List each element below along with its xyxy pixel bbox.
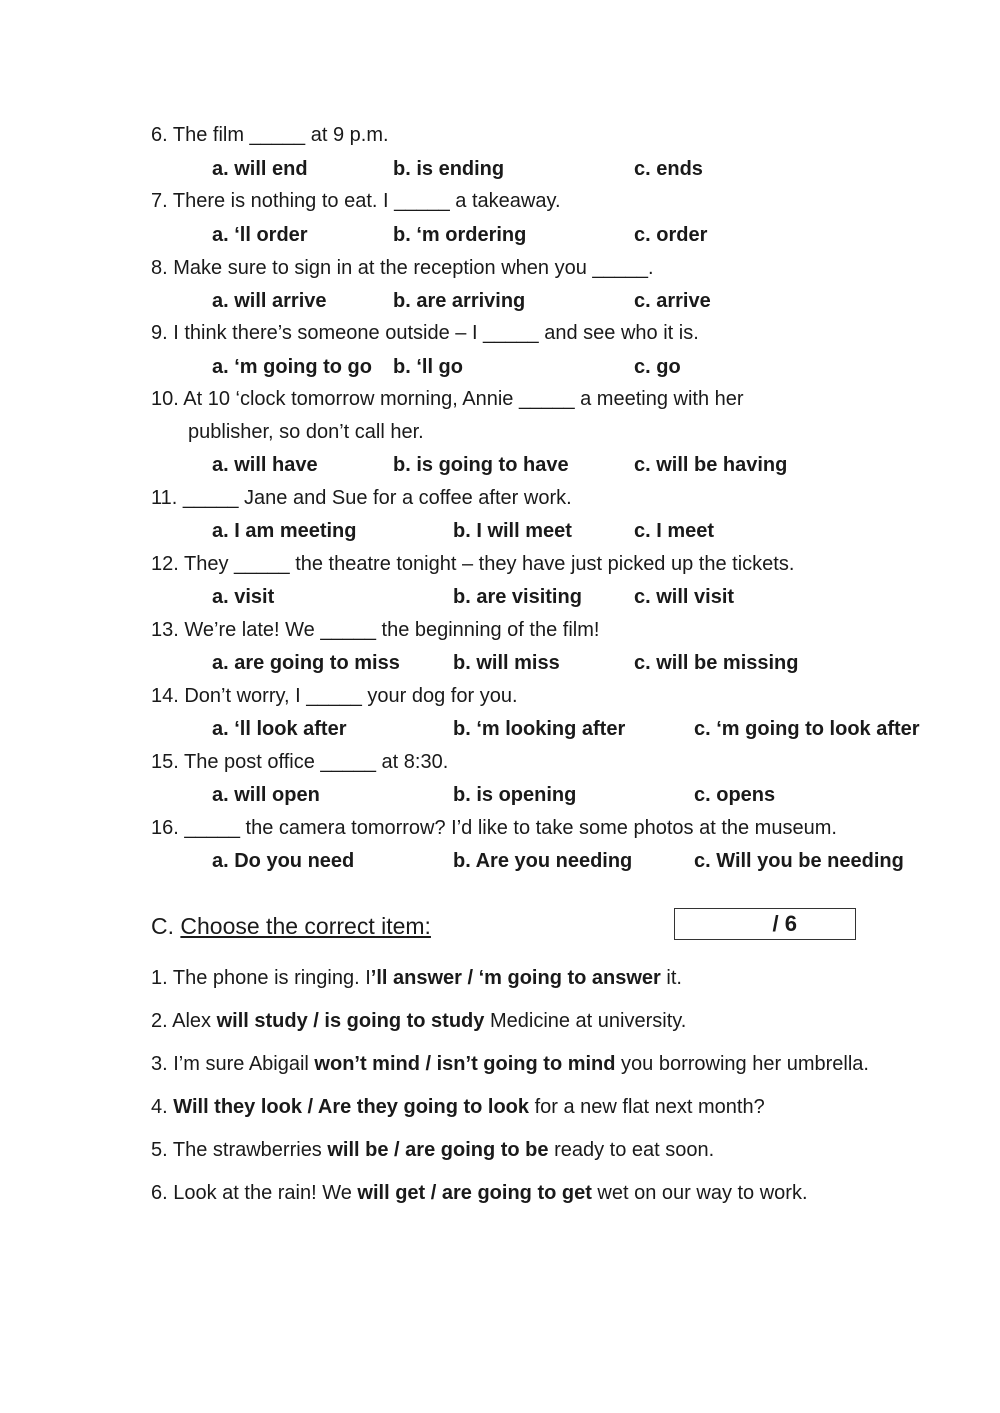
item-text: you borrowing her umbrella. xyxy=(615,1053,869,1075)
question-text: 10. At 10 ‘clock tomorrow morning, Annie _____ a meeting with her xyxy=(151,388,744,410)
question-text-continued: publisher, so don’t call her. xyxy=(188,421,424,443)
item-text: 4. xyxy=(151,1096,174,1118)
question-text: 16. _____ the camera tomorrow? I’d like to take some photos at the museum. xyxy=(151,817,837,839)
option-b: b. Are you needing xyxy=(453,850,633,872)
item-text: 6. Look at the rain! We xyxy=(151,1182,358,1204)
section-letter: C. xyxy=(151,913,174,939)
option-c: c. arrive xyxy=(634,290,711,312)
question-text: 11. _____ Jane and Sue for a coffee after work. xyxy=(151,487,572,509)
option-a: a. will have xyxy=(212,454,318,476)
option-b: b. is opening xyxy=(453,784,577,806)
question-text: 7. There is nothing to eat. I _____ a takeaway. xyxy=(151,190,561,212)
item-text: 3. I’m sure Abigail xyxy=(151,1053,315,1075)
option-c: c. opens xyxy=(694,784,776,806)
option-a: a. are going to miss xyxy=(212,652,400,674)
choice-item xyxy=(151,1095,765,1119)
option-a: a. will end xyxy=(212,158,308,180)
section-c-heading xyxy=(151,912,431,940)
item-choices: will get / are going to get xyxy=(357,1182,592,1204)
option-a: a. visit xyxy=(212,586,275,608)
choice-item xyxy=(151,1052,869,1076)
item-choices: will study / is going to study xyxy=(216,1010,485,1032)
item-choices: ’ll answer / ‘m going to answer xyxy=(370,967,661,989)
section-title: Choose the correct item: xyxy=(180,913,431,939)
option-a: a. will open xyxy=(212,784,320,806)
option-c: c. Will you be needing xyxy=(694,850,904,872)
option-c: c. ‘m going to look after xyxy=(694,718,920,740)
choice-item xyxy=(151,966,682,990)
option-c: c. ends xyxy=(634,158,703,180)
question-text: 15. The post office _____ at 8:30. xyxy=(151,751,449,773)
option-a: a. ‘ll order xyxy=(212,224,308,246)
item-choices: won’t mind / isn’t going to mind xyxy=(314,1053,616,1075)
option-b: b. ‘m looking after xyxy=(453,718,626,740)
option-c: c. will be having xyxy=(634,454,788,476)
option-c: c. will visit xyxy=(634,586,735,608)
option-b: b. I will meet xyxy=(453,520,572,542)
score-box: / 6 xyxy=(674,908,856,940)
option-c: c. go xyxy=(634,356,681,378)
item-text: wet on our way to work. xyxy=(591,1182,808,1204)
option-c: c. I meet xyxy=(634,520,715,542)
item-choices: will be / are going to be xyxy=(327,1139,549,1161)
question-text: 14. Don’t worry, I _____ your dog for you. xyxy=(151,685,518,707)
item-text: 1. The phone is ringing. I xyxy=(151,967,371,989)
option-b: b. is ending xyxy=(393,158,505,180)
option-c: c. order xyxy=(634,224,708,246)
option-c: c. will be missing xyxy=(634,652,799,674)
choice-item xyxy=(151,1009,686,1033)
option-b: b. is going to have xyxy=(393,454,569,476)
question-text: 8. Make sure to sign in at the reception when you _____. xyxy=(151,257,654,279)
option-a: a. ‘ll look after xyxy=(212,718,347,740)
option-b: b. will miss xyxy=(453,652,560,674)
item-text: it. xyxy=(660,967,682,989)
question-text: 12. They _____ the theatre tonight – they have just picked up the tickets. xyxy=(151,553,795,575)
item-text: 5. The strawberries xyxy=(151,1139,328,1161)
choice-item xyxy=(151,1181,808,1205)
question-text: 9. I think there’s someone outside – I _____ and see who it is. xyxy=(151,322,699,344)
item-text: ready to eat soon. xyxy=(548,1139,715,1161)
item-text: Medicine at university. xyxy=(484,1010,687,1032)
option-a: a. ‘m going to go xyxy=(212,356,372,378)
choice-item xyxy=(151,1138,714,1162)
option-b: b. are arriving xyxy=(393,290,526,312)
option-a: a. I am meeting xyxy=(212,520,357,542)
item-choices: Will they look / Are they going to look xyxy=(173,1096,530,1118)
question-text: 6. The film _____ at 9 p.m. xyxy=(151,124,389,146)
item-text: for a new flat next month? xyxy=(529,1096,765,1118)
option-a: a. Do you need xyxy=(212,850,355,872)
option-b: b. ‘ll go xyxy=(393,356,463,378)
item-text: 2. Alex xyxy=(151,1010,217,1032)
option-b: b. are visiting xyxy=(453,586,582,608)
option-a: a. will arrive xyxy=(212,290,327,312)
question-text: 13. We’re late! We _____ the beginning of the film! xyxy=(151,619,600,641)
option-b: b. ‘m ordering xyxy=(393,224,527,246)
